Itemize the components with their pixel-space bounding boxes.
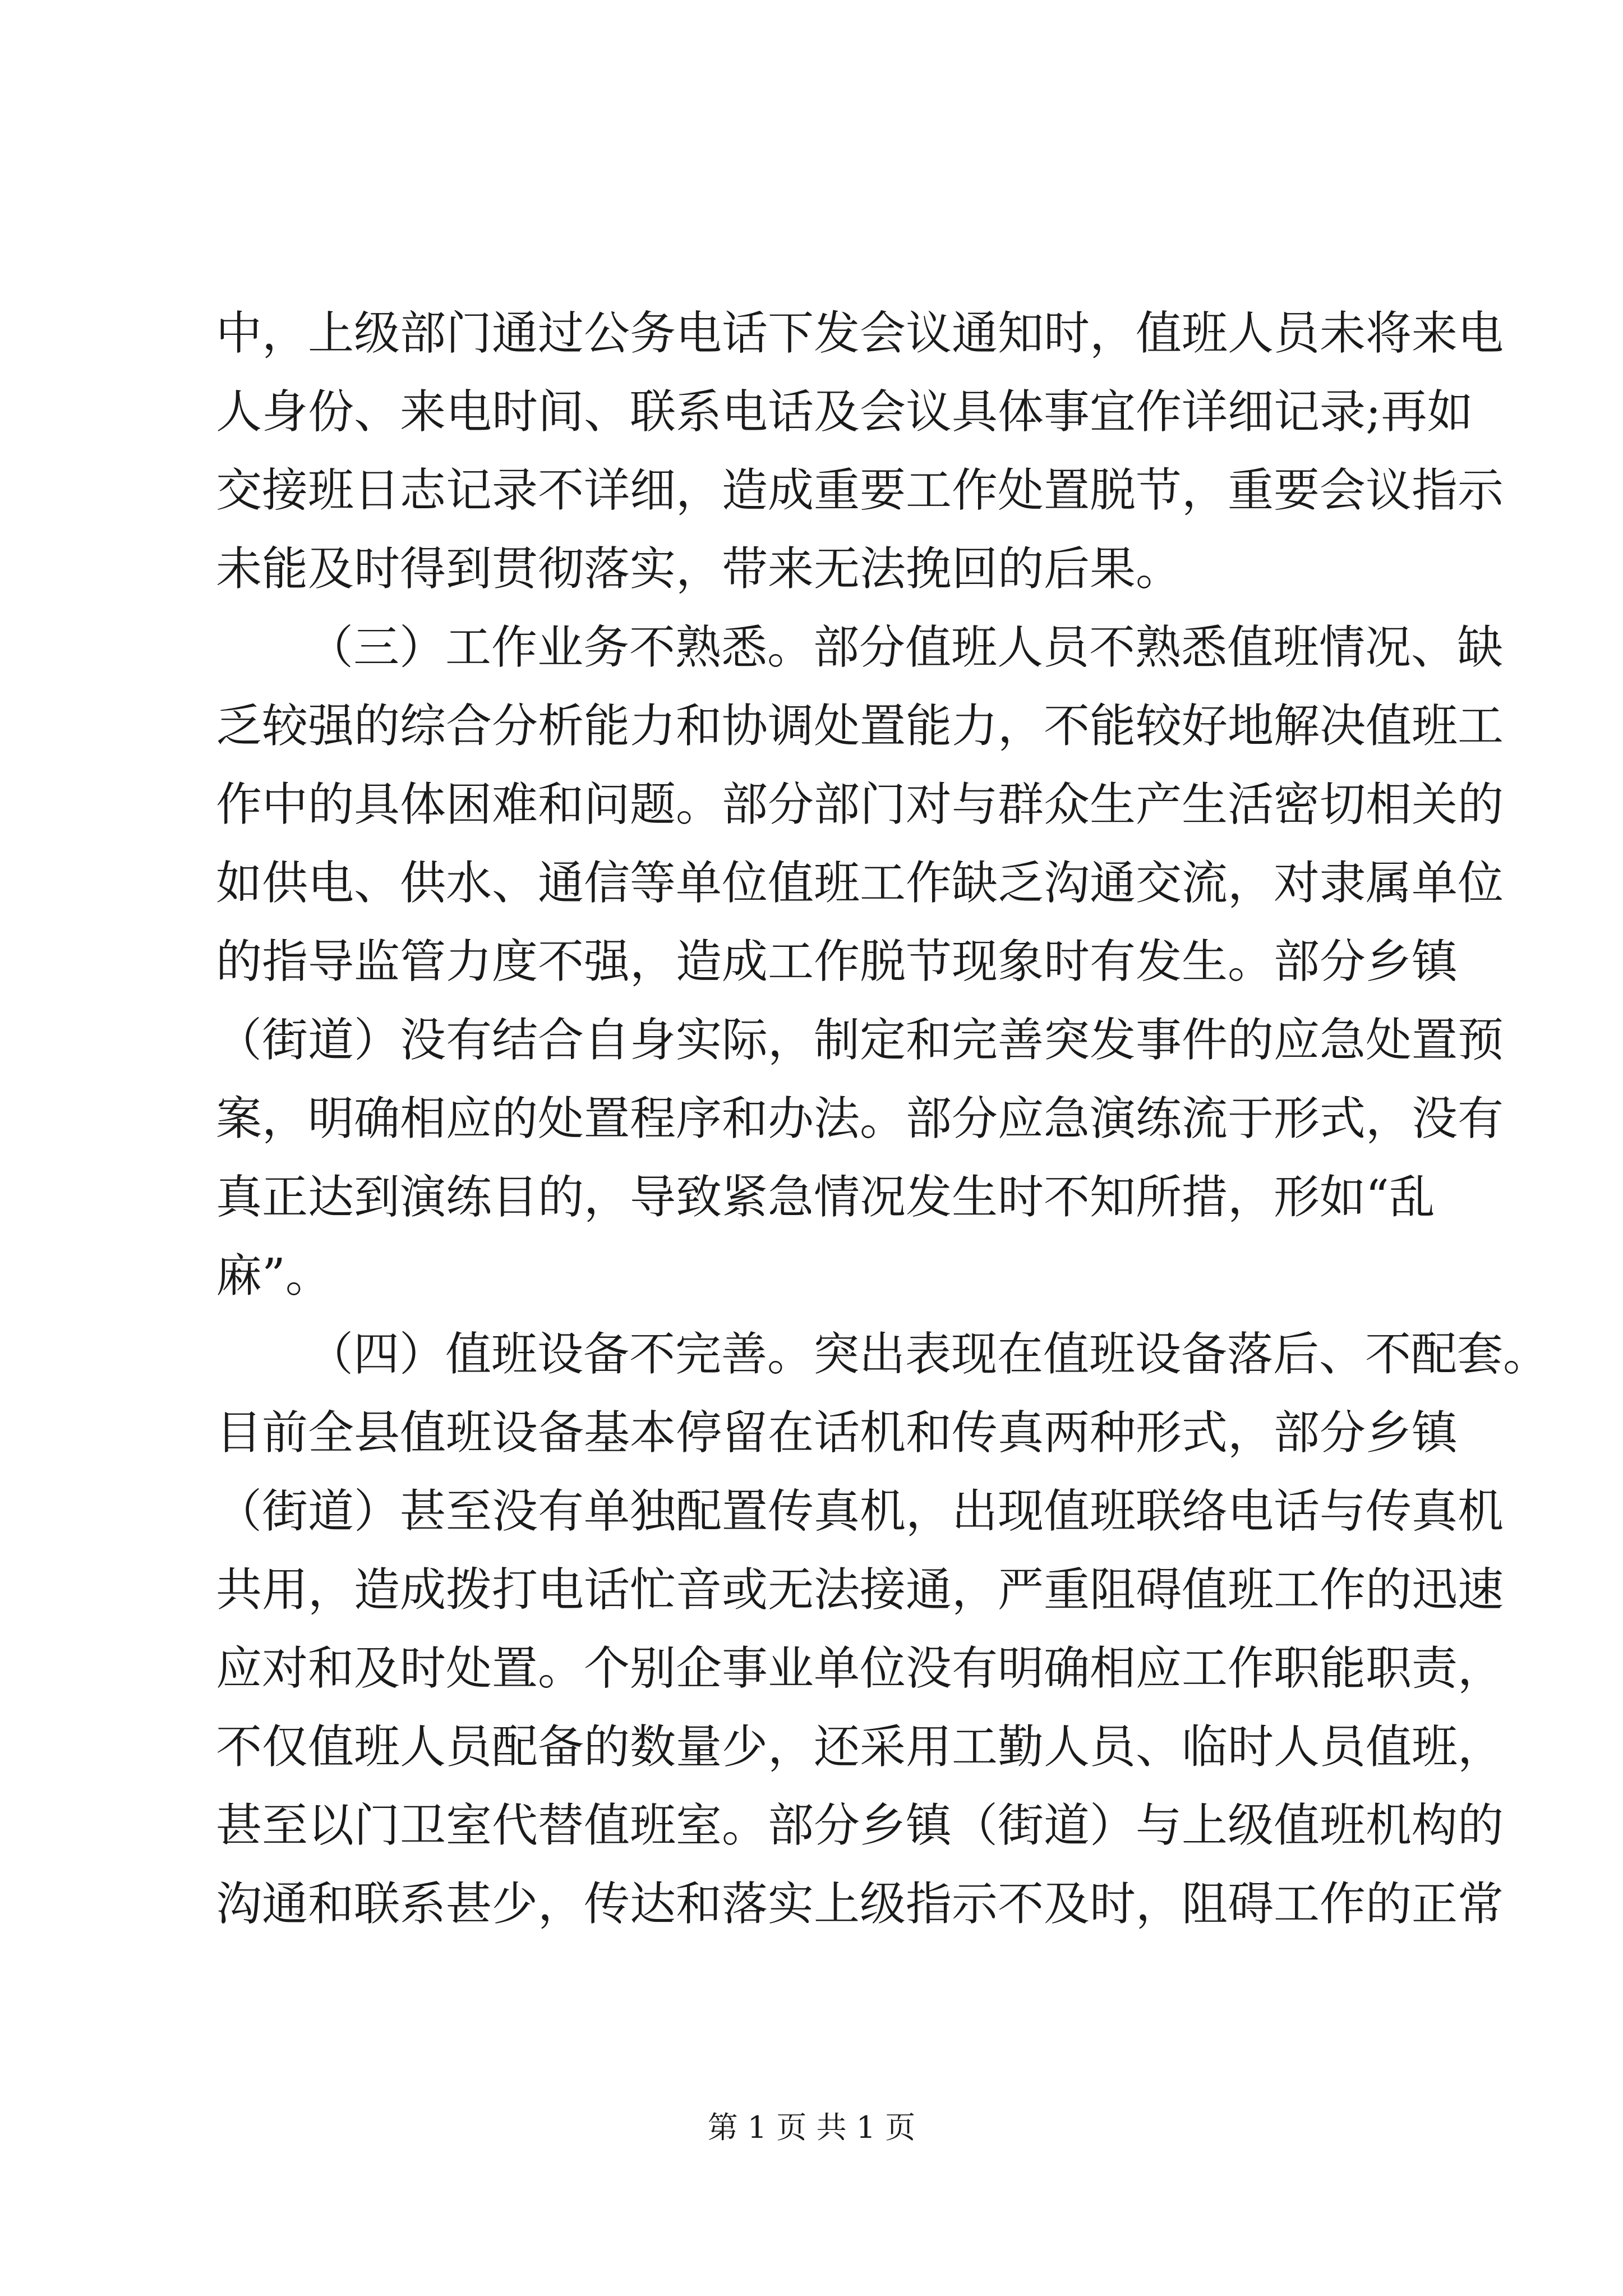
text-line-10: （街道）没有结合自身实际，制定和完善突发事件的应急处置预 — [216, 1014, 1504, 1067]
text-line-6: 乏较强的综合分析能力和协调处置能力，不能较好地解决值班工 — [216, 700, 1504, 753]
text-line-8: 如供电、供水、通信等单位值班工作缺乏沟通交流，对隶属单位 — [216, 857, 1504, 910]
text-line-1: 中，上级部门通过公务电话下发会议通知时，值班人员未将来电 — [216, 307, 1504, 360]
text-line-20: 甚至以门卫室代替值班室。部分乡镇（街道）与上级值班机构的 — [216, 1799, 1504, 1852]
text-line-17: 共用，造成拨打电话忙音或无法接通，严重阻碍值班工作的迅速 — [216, 1563, 1504, 1617]
text-line-7: 作中的具体困难和问题。部分部门对与群众生产生活密切相关的 — [216, 778, 1504, 831]
paragraph-3-heading-line: （三）工作业务不熟悉。部分值班人员不熟悉值班情况、缺 — [307, 621, 1504, 674]
text-line-12: 真正达到演练目的，导致紧急情况发生时不知所措，形如“乱 — [216, 1171, 1435, 1224]
paragraph-4-heading-line: （四）值班设备不完善。突出表现在值班设备落后、不配套。 — [307, 1328, 1550, 1381]
text-line-21: 沟通和联系甚少，传达和落实上级指示不及时，阻碍工作的正常 — [216, 1878, 1504, 1931]
text-line-9: 的指导监管力度不强，造成工作脱节现象时有发生。部分乡镇 — [216, 935, 1458, 988]
text-line-4: 未能及时得到贯彻落实，带来无法挽回的后果。 — [216, 542, 1182, 596]
page-footer: 第 1 页 共 1 页 — [707, 2110, 916, 2145]
text-line-18: 应对和及时处置。个别企事业单位没有明确相应工作职能职责， — [216, 1642, 1504, 1695]
text-line-3: 交接班日志记录不详细，造成重要工作处置脱节，重要会议指示 — [216, 464, 1504, 517]
text-line-19: 不仅值班人员配备的数量少，还采用工勤人员、临时人员值班， — [216, 1720, 1504, 1774]
text-line-2: 人身份、来电时间、联系电话及会议具体事宜作详细记录;再如 — [216, 385, 1473, 439]
text-line-15: 目前全县值班设备基本停留在话机和传真两种形式，部分乡镇 — [216, 1406, 1458, 1460]
text-line-11: 案，明确相应的处置程序和办法。部分应急演练流于形式，没有 — [216, 1092, 1504, 1145]
text-line-13: 麻”。 — [216, 1249, 331, 1303]
text-line-16: （街道）甚至没有单独配置传真机，出现值班联络电话与传真机 — [216, 1485, 1504, 1538]
